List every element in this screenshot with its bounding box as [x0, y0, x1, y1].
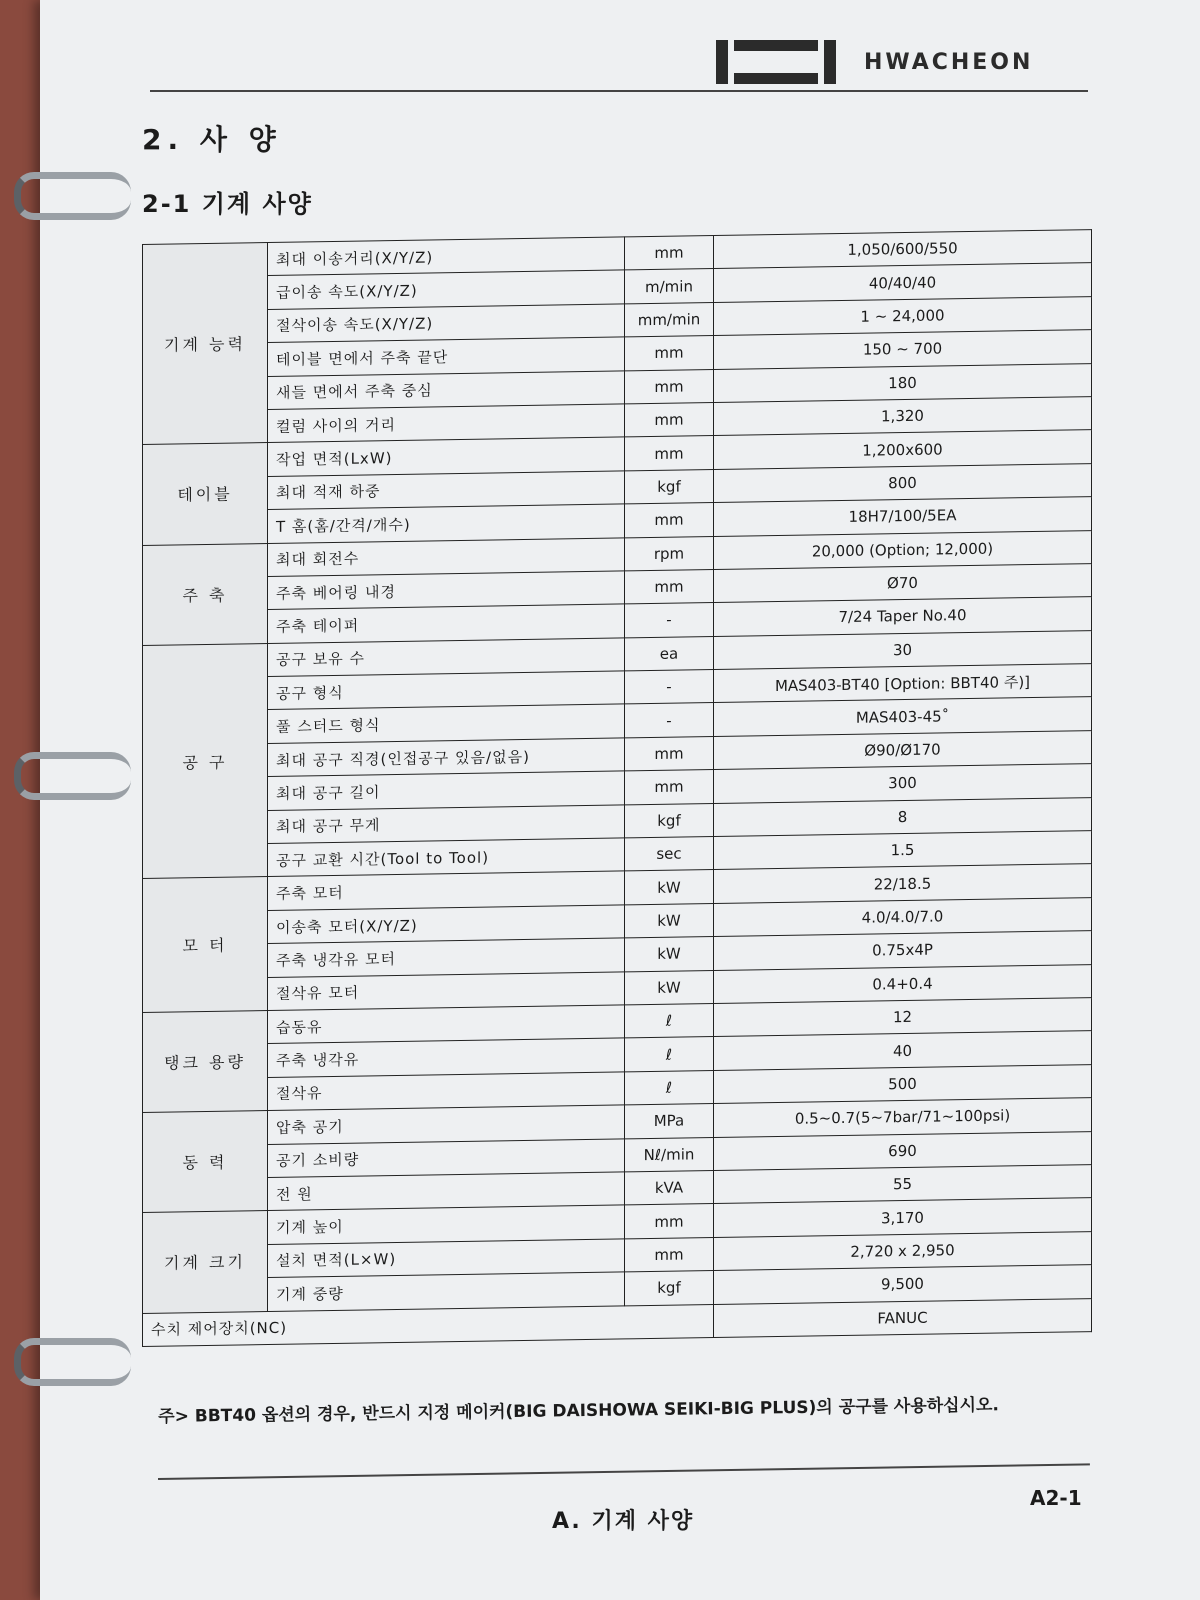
unit-cell: mm: [625, 736, 714, 771]
unit-cell: kVA: [625, 1170, 714, 1205]
item-cell: 테이블 면에서 주축 끝단: [268, 337, 625, 376]
value-cell: MAS403-BT40 [Option: BBT40 주)]: [714, 664, 1092, 703]
unit-cell: mm: [625, 336, 714, 371]
unit-cell: Nℓ/min: [625, 1137, 714, 1172]
value-cell: 500: [714, 1064, 1092, 1103]
value-cell: 7/24 Taper No.40: [714, 597, 1092, 636]
unit-cell: sec: [625, 837, 714, 872]
item-cell: 작업 면적(LxW): [268, 437, 625, 476]
unit-cell: kW: [625, 970, 714, 1005]
value-cell: 690: [714, 1131, 1092, 1170]
value-cell: 800: [714, 463, 1092, 502]
unit-cell: mm: [625, 503, 714, 538]
category-cell: 기계 크기: [143, 1211, 268, 1313]
item-cell: 설치 면적(L×W): [268, 1239, 625, 1278]
item-cell: 최대 공구 길이: [268, 771, 625, 810]
item-cell: 주축 테이퍼: [268, 604, 625, 643]
value-cell: 150 ~ 700: [714, 330, 1092, 369]
value-cell: 3,170: [714, 1198, 1092, 1237]
value-cell: 4.0/4.0/7.0: [714, 897, 1092, 936]
item-cell: 주축 베어링 내경: [268, 571, 625, 610]
company-logo: [716, 38, 1033, 86]
category-cell: 탱크 용량: [143, 1011, 268, 1113]
value-cell: 2,720 x 2,950: [714, 1231, 1092, 1270]
item-cell: 주축 냉각유 모터: [268, 938, 625, 977]
item-cell: 최대 공구 무게: [268, 805, 625, 844]
item-cell: 컬럼 사이의 거리: [268, 404, 625, 443]
unit-cell: kW: [625, 870, 714, 905]
binder-ring: [14, 752, 131, 800]
value-cell: 8: [714, 797, 1092, 836]
category-cell: 기계 능력: [143, 243, 268, 445]
item-cell: T 홈(홈/간격/개수): [268, 504, 625, 543]
value-cell: 1,200x600: [714, 430, 1092, 469]
item-cell: 최대 회전수: [268, 537, 625, 576]
item-cell: 최대 적재 하중: [268, 471, 625, 510]
value-cell: 55: [714, 1165, 1092, 1204]
item-cell: 공구 형식: [268, 671, 625, 710]
value-cell: 20,000 (Option; 12,000): [714, 530, 1092, 569]
unit-cell: kW: [625, 937, 714, 972]
category-cell: 주 축: [143, 543, 268, 645]
unit-cell: ℓ: [625, 1070, 714, 1105]
footer-divider: [158, 1463, 1090, 1480]
item-cell: 절삭유: [268, 1072, 625, 1111]
value-cell: Ø90/Ø170: [714, 730, 1092, 769]
unit-cell: mm: [625, 436, 714, 471]
logo-mark-icon: [716, 40, 836, 84]
manual-page: [40, 0, 1200, 1600]
value-cell: 0.5~0.7(5~7bar/71~100psi): [714, 1098, 1092, 1137]
item-cell: 전 원: [268, 1172, 625, 1211]
item-cell: 공기 소비량: [268, 1138, 625, 1177]
item-cell: 최대 이송거리(X/Y/Z): [268, 237, 625, 276]
unit-cell: rpm: [625, 536, 714, 571]
unit-cell: mm: [625, 402, 714, 437]
unit-cell: ea: [625, 636, 714, 671]
value-cell: 18H7/100/5EA: [714, 497, 1092, 536]
unit-cell: mm: [625, 770, 714, 805]
category-cell: 동 력: [143, 1111, 268, 1213]
category-cell: 모 터: [143, 877, 268, 1013]
unit-cell: kgf: [625, 803, 714, 838]
item-cell: 압축 공기: [268, 1105, 625, 1144]
value-cell: 30: [714, 630, 1092, 669]
item-cell: 주축 모터: [268, 871, 625, 910]
value-cell: MAS403-45˚: [714, 697, 1092, 736]
item-cell: 공구 보유 수: [268, 638, 625, 677]
value-cell: 1,050/600/550: [714, 230, 1092, 269]
unit-cell: mm: [625, 1237, 714, 1272]
section-title: 2. 사 양: [142, 123, 282, 156]
unit-cell: mm: [625, 369, 714, 404]
value-cell: 40/40/40: [714, 263, 1092, 302]
unit-cell: mm/min: [625, 302, 714, 337]
value-cell: 0.75x4P: [714, 931, 1092, 970]
unit-cell: MPa: [625, 1104, 714, 1139]
item-cell: 공구 교환 시간(Tool to Tool): [268, 838, 625, 877]
item-cell: 절삭유 모터: [268, 972, 625, 1011]
page-number: A2-1: [1030, 1486, 1082, 1510]
item-cell: 최대 공구 직경(인접공구 있음/없음): [268, 738, 625, 777]
value-cell: 1.5: [714, 831, 1092, 870]
item-cell: 기계 높이: [268, 1205, 625, 1244]
item-cell: 이송축 모터(X/Y/Z): [268, 905, 625, 944]
category-cell: 공 구: [143, 643, 268, 879]
unit-cell: mm: [625, 236, 714, 271]
unit-cell: -: [625, 670, 714, 705]
item-cell: 풀 스터드 형식: [268, 704, 625, 743]
unit-cell: kgf: [625, 469, 714, 504]
value-cell: 300: [714, 764, 1092, 803]
value-cell: 0.4+0.4: [714, 964, 1092, 1003]
value-cell: 22/18.5: [714, 864, 1092, 903]
nc-value-cell: FANUC: [714, 1298, 1092, 1337]
item-cell: 급이송 속도(X/Y/Z): [268, 270, 625, 309]
unit-cell: -: [625, 603, 714, 638]
footer-title: A. 기계 사양: [552, 1509, 695, 1534]
category-cell: 테이블: [143, 443, 268, 545]
value-cell: 40: [714, 1031, 1092, 1070]
item-cell: 기계 중량: [268, 1272, 625, 1311]
value-cell: 180: [714, 363, 1092, 402]
unit-cell: -: [625, 703, 714, 738]
footnote: 주> BBT40 옵션의 경우, 반드시 지정 메이커(BIG DAISHOWA SEIKI-BIG PLUS)의 공구를 사용하십시오.: [158, 1395, 999, 1427]
unit-cell: kgf: [625, 1271, 714, 1306]
nc-item-cell: 수치 제어장치(NC): [143, 1304, 714, 1346]
item-cell: 습동유: [268, 1005, 625, 1044]
binder-ring: [14, 1338, 131, 1386]
unit-cell: m/min: [625, 269, 714, 304]
value-cell: Ø70: [714, 563, 1092, 602]
value-cell: 12: [714, 998, 1092, 1037]
header-divider: [150, 90, 1088, 92]
unit-cell: mm: [625, 569, 714, 604]
unit-cell: ℓ: [625, 1037, 714, 1072]
spec-table: [142, 229, 1092, 1347]
binder-ring: [14, 172, 131, 220]
value-cell: 1,320: [714, 397, 1092, 436]
unit-cell: mm: [625, 1204, 714, 1239]
item-cell: 절삭이송 속도(X/Y/Z): [268, 304, 625, 343]
logo-text: HWACHEON: [864, 49, 1034, 75]
item-cell: 주축 냉각유: [268, 1038, 625, 1077]
unit-cell: kW: [625, 903, 714, 938]
subsection-title: 2-1 기계 사양: [142, 190, 313, 218]
value-cell: 1 ~ 24,000: [714, 296, 1092, 335]
unit-cell: ℓ: [625, 1004, 714, 1039]
value-cell: 9,500: [714, 1265, 1092, 1304]
item-cell: 새들 면에서 주축 중심: [268, 370, 625, 409]
